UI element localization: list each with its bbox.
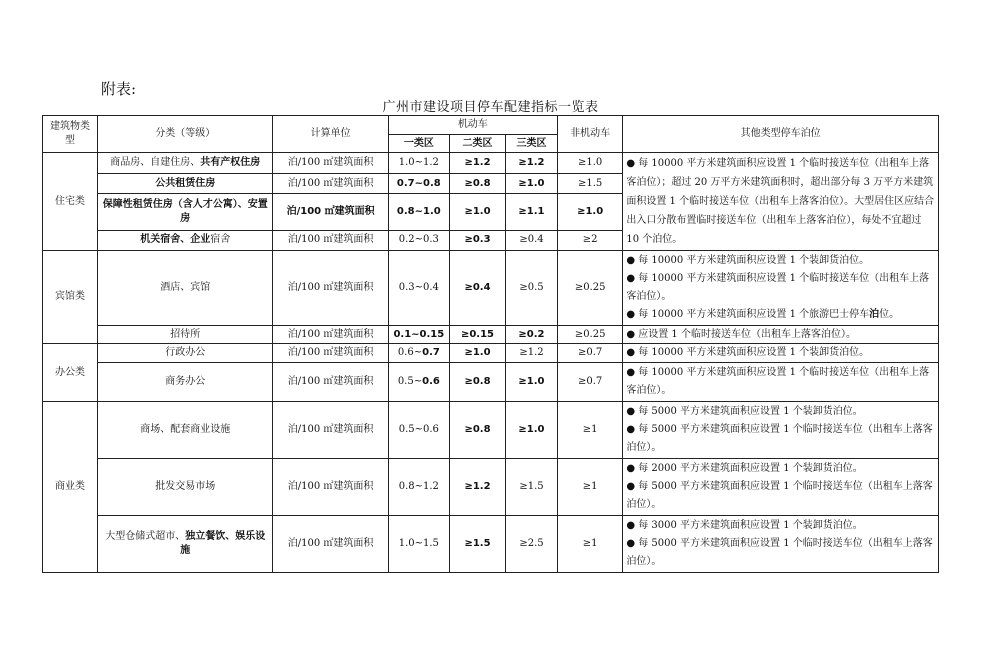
category-cell: 酒店、宾馆 — [98, 251, 273, 326]
note-line: ● 每 10000 平方米建筑面积应设置 1 个装卸货泊位。 — [626, 255, 870, 266]
group-commercial: 商业类 — [43, 402, 98, 573]
non-motor-cell: ≥1 — [557, 516, 622, 573]
category-text: 宿舍 — [210, 234, 231, 246]
zone3-cell: ≥2.5 — [506, 516, 558, 573]
category-cell: 招待所 — [98, 326, 273, 344]
zone3-cell: ≥1.2 — [506, 344, 558, 363]
zone3-cell: ≥1.0 — [506, 402, 558, 459]
group-residential: 住宅类 — [43, 153, 98, 251]
zone2-cell: ≥0.4 — [449, 251, 505, 326]
category-text-bold: 机关宿舍、企业 — [140, 234, 211, 246]
notes-store — [623, 516, 939, 573]
non-motor-cell: ≥1.0 — [557, 194, 622, 230]
zone1-text: 0.5~ — [397, 376, 423, 387]
note-line — [626, 306, 935, 324]
zone2-cell: ≥1.0 — [449, 194, 505, 230]
zone1-cell: 0.2~0.3 — [388, 230, 449, 250]
non-motor-cell: ≥1 — [557, 459, 622, 516]
zone1-text: 0.6~ — [397, 347, 423, 358]
zone2-cell: ≥1.2 — [449, 459, 505, 516]
notes-mall — [623, 402, 939, 459]
unit-cell: 泊/100 ㎡建筑面积 — [273, 402, 388, 459]
zone2-cell: ≥0.8 — [449, 363, 505, 402]
header-building-type: 建筑物类型 — [43, 116, 98, 153]
zone1-cell: 0.3~0.4 — [388, 251, 449, 326]
note-line: ● 每 5000 平方米建筑面积应设置 1 个临时接送车位（出租车上落客泊位）。 — [626, 481, 933, 510]
unit-cell: 泊/100 ㎡建筑面积 — [273, 174, 388, 194]
header-zone2: 二类区 — [449, 135, 505, 153]
non-motor-cell: ≥0.25 — [557, 326, 622, 344]
note-line: ● 每 5000 平方米建筑面积应设置 1 个临时接送车位（出租车上落客泊位）。 — [626, 424, 933, 453]
header-non-motor: 非机动车 — [557, 116, 622, 153]
category-text: 商品房、自建住房、 — [110, 157, 201, 169]
zone1-text-bold: 0.6 — [422, 376, 440, 387]
table-row — [43, 251, 939, 326]
zone3-cell: ≥1.1 — [506, 194, 558, 230]
category-cell — [98, 230, 273, 250]
category-cell — [98, 153, 273, 174]
non-motor-cell: ≥2 — [557, 230, 622, 250]
category-cell: 行政办公 — [98, 344, 273, 363]
zone2-cell: ≥1.2 — [449, 153, 505, 174]
unit-cell: 泊/100 ㎡建筑面积 — [273, 194, 388, 230]
table-row — [43, 516, 939, 573]
zone1-cell: 1.0~1.2 — [388, 153, 449, 174]
category-cell: 公共租赁住房 — [98, 174, 273, 194]
zone1-cell: 0.5~0.6 — [388, 402, 449, 459]
notes-market — [623, 459, 939, 516]
group-hotel: 宾馆类 — [43, 251, 98, 344]
zone1-cell — [388, 363, 449, 402]
zone1-cell: 0.8~1.0 — [388, 194, 449, 230]
unit-cell: 泊/100 ㎡建筑面积 — [273, 344, 388, 363]
zone3-cell: ≥1.5 — [506, 459, 558, 516]
unit-cell: 泊/100 ㎡建筑面积 — [273, 230, 388, 250]
zone2-cell: ≥0.8 — [449, 174, 505, 194]
note-line: ● 每 5000 平方米建筑面积应设置 1 个装卸货泊位。 — [626, 406, 863, 417]
notes-office-1: ● 每 10000 平方米建筑面积应设置 1 个装卸货泊位。 — [623, 344, 939, 363]
zone1-cell: 1.0~1.5 — [388, 516, 449, 573]
note-line: ● 每 5000 平方米建筑面积应设置 1 个临时接送车位（出租车上落客泊位）。 — [626, 538, 933, 567]
zone1-text-bold: 0.7 — [422, 347, 440, 358]
notes-residential: ● 每 10000 平方米建筑面积应设置 1 个临时接送车位（出租车上落客泊位）；超过 20 万平方米建筑面积时，超出部分每 3 万平方米建筑面积设置 1 个临时接送车位（出租车上落客泊位）。大型居住区应结合出入口分散布置临时接送车位（出租车上落客泊位），每处不宜超过 10 个泊位。 — [623, 153, 939, 251]
table-row — [43, 344, 939, 363]
notes-office-2: ● 每 10000 平方米建筑面积应设置 1 个临时接送车位（出租车上落客泊位）。 — [623, 363, 939, 402]
category-cell: 商场、配套商业设施 — [98, 402, 273, 459]
zone2-cell: ≥1.5 — [449, 516, 505, 573]
zone1-cell: 0.1~0.15 — [388, 326, 449, 344]
unit-cell: 泊/100 ㎡建筑面积 — [273, 251, 388, 326]
unit-cell: 泊/100 ㎡建筑面积 — [273, 153, 388, 174]
non-motor-cell: ≥1.0 — [557, 153, 622, 174]
header-zone1: 一类区 — [388, 135, 449, 153]
category-cell: 批发交易市场 — [98, 459, 273, 516]
appendix-label: 附表: — [101, 80, 137, 98]
table-row — [43, 153, 939, 174]
header-zone3: 三类区 — [506, 135, 558, 153]
unit-cell: 泊/100 ㎡建筑面积 — [273, 326, 388, 344]
header-motor: 机动车 — [388, 116, 557, 135]
non-motor-cell: ≥1 — [557, 402, 622, 459]
zone3-cell: ≥1.0 — [506, 174, 558, 194]
category-cell: 保障性租赁住房（含人才公寓）、安置房 — [98, 194, 273, 230]
note-text: 位。 — [879, 309, 900, 320]
zone1-cell — [388, 344, 449, 363]
header-row-1 — [43, 116, 939, 135]
note-line: ● 每 2000 平方米建筑面积应设置 1 个装卸货泊位。 — [626, 463, 863, 474]
non-motor-cell: ≥0.7 — [557, 363, 622, 402]
zone2-cell: ≥0.3 — [449, 230, 505, 250]
unit-cell: 泊/100 ㎡建筑面积 — [273, 459, 388, 516]
non-motor-cell: ≥0.25 — [557, 251, 622, 326]
category-cell — [98, 516, 273, 573]
table-row — [43, 402, 939, 459]
header-other: 其他类型停车泊位 — [623, 116, 939, 153]
zone3-cell: ≥1.0 — [506, 363, 558, 402]
category-text: 大型仓储式超市、 — [105, 531, 186, 542]
table-row — [43, 363, 939, 402]
zone3-cell: ≥0.4 — [506, 230, 558, 250]
unit-cell: 泊/100 ㎡建筑面积 — [273, 363, 388, 402]
note-text-bold: 泊 — [869, 309, 880, 320]
non-motor-cell: ≥0.7 — [557, 344, 622, 363]
note-line: ● 每 10000 平方米建筑面积应设置 1 个临时接送车位（出租车上落客泊位）。 — [626, 273, 930, 302]
note-line: ● 每 3000 平方米建筑面积应设置 1 个装卸货泊位。 — [626, 520, 863, 531]
zone3-cell: ≥0.2 — [506, 326, 558, 344]
header-category: 分类（等级） — [98, 116, 273, 153]
zone2-cell: ≥1.0 — [449, 344, 505, 363]
zone2-cell: ≥0.15 — [449, 326, 505, 344]
unit-cell: 泊/100 ㎡建筑面积 — [273, 516, 388, 573]
group-office: 办公类 — [43, 344, 98, 402]
parking-standards-table — [42, 115, 939, 573]
category-text-bold: 共有产权住房 — [200, 157, 261, 169]
notes-hotel — [623, 251, 939, 326]
table-row — [43, 326, 939, 344]
zone2-cell: ≥0.8 — [449, 402, 505, 459]
table-title: 广州市建设项目停车配建指标一览表 — [382, 100, 599, 115]
category-cell: 商务办公 — [98, 363, 273, 402]
category-text-bold: 独立餐饮、娱乐设施 — [180, 531, 266, 556]
zone1-cell: 0.8~1.2 — [388, 459, 449, 516]
notes-guest: ● 应设置 1 个临时接送车位（出租车上落客泊位）。 — [623, 326, 939, 344]
non-motor-cell: ≥1.5 — [557, 174, 622, 194]
table-row — [43, 459, 939, 516]
zone3-cell: ≥1.2 — [506, 153, 558, 174]
note-text: ● 每 10000 平方米建筑面积应设置 1 个旅游巴士停车 — [626, 309, 870, 320]
zone3-cell: ≥0.5 — [506, 251, 558, 326]
header-unit: 计算单位 — [273, 116, 388, 153]
zone1-cell: 0.7~0.8 — [388, 174, 449, 194]
